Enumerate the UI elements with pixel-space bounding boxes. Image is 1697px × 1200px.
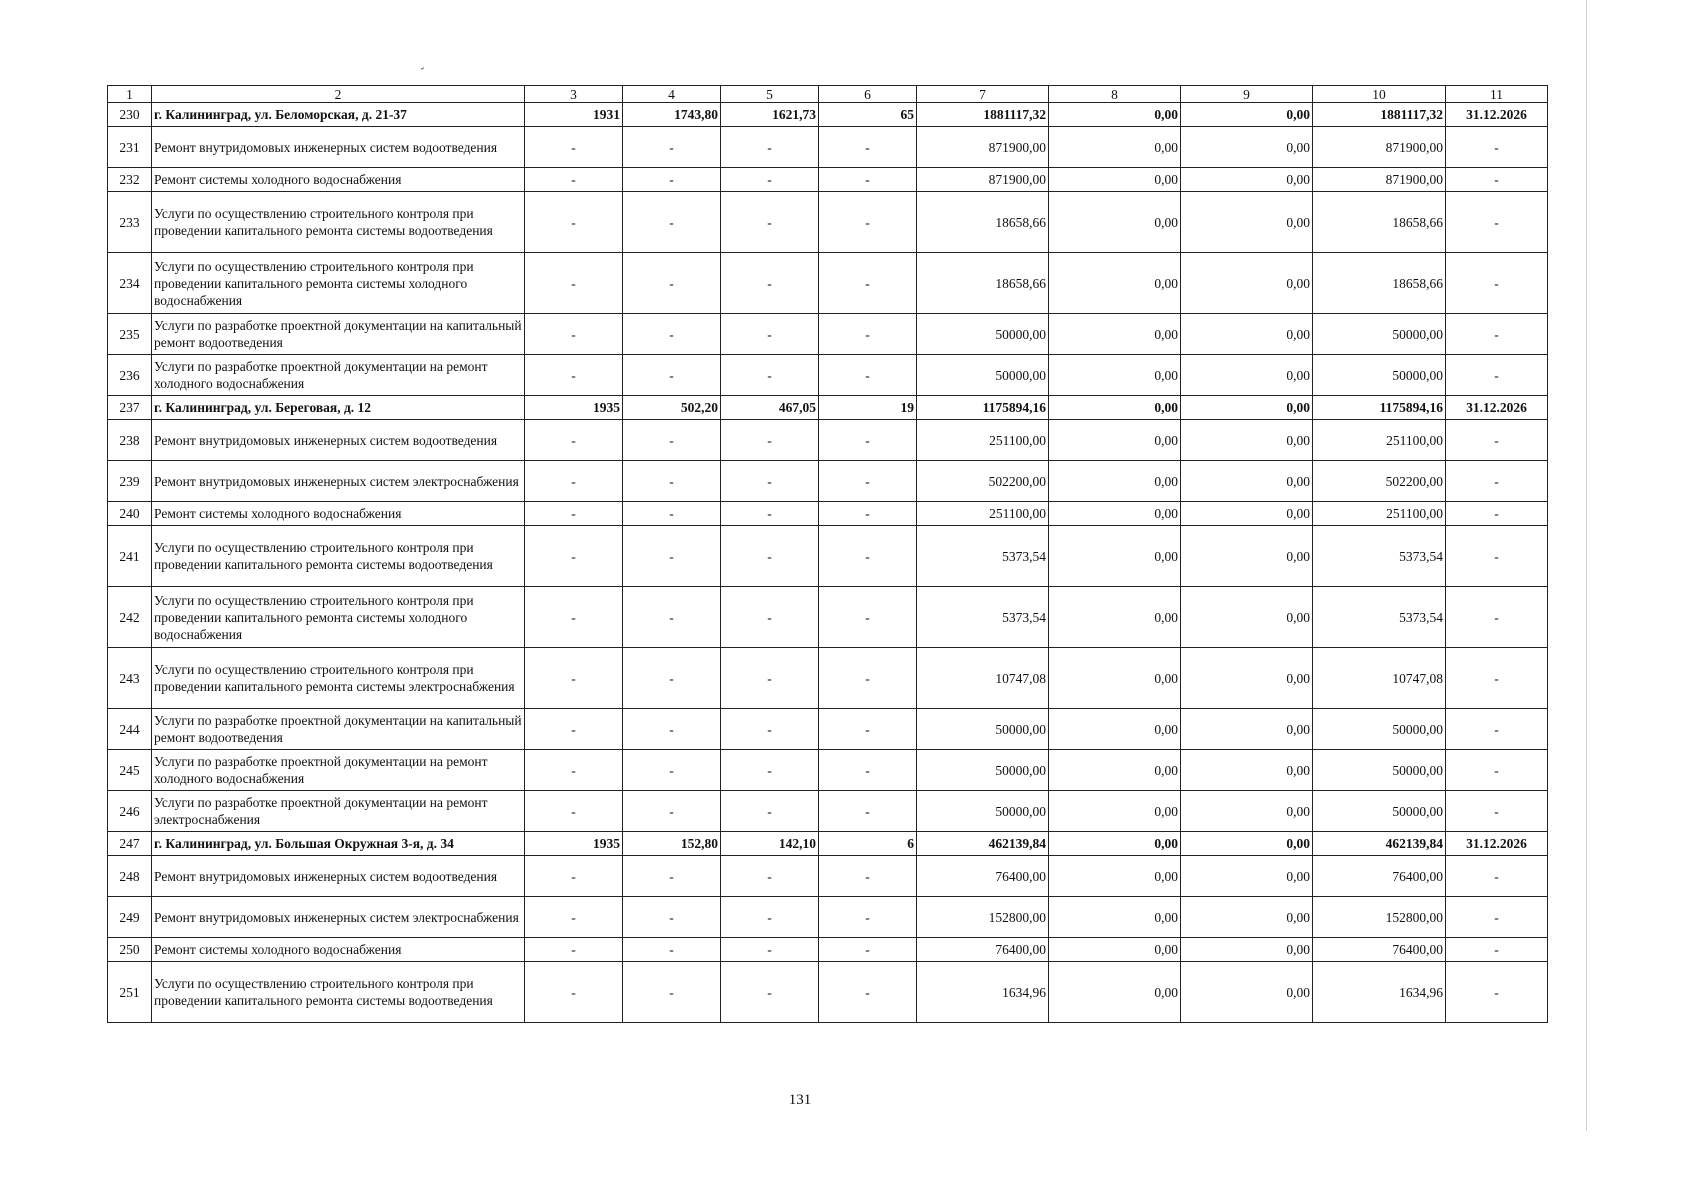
value-cell-col-10: 50000,00	[1313, 750, 1446, 791]
row-number-cell: 230	[108, 103, 152, 127]
value-cell-col-5: -	[721, 192, 819, 253]
value-cell-col-3: 1935	[525, 396, 623, 420]
value-cell-col-11: -	[1446, 461, 1548, 502]
value-cell-col-10: 1634,96	[1313, 962, 1446, 1023]
value-cell-col-9: 0,00	[1181, 355, 1313, 396]
value-cell-col-3: -	[525, 938, 623, 962]
value-cell-col-7: 871900,00	[917, 127, 1049, 168]
description-cell: Услуги по разработке проектной документации на капитальный ремонт водоотведения	[152, 709, 525, 750]
value-cell-col-4: -	[623, 355, 721, 396]
value-cell-col-3: -	[525, 709, 623, 750]
value-cell-col-7: 502200,00	[917, 461, 1049, 502]
value-cell-col-4: -	[623, 938, 721, 962]
value-cell-col-10: 18658,66	[1313, 192, 1446, 253]
value-cell-col-7: 18658,66	[917, 192, 1049, 253]
value-cell-col-5: -	[721, 502, 819, 526]
value-cell-col-4: -	[623, 962, 721, 1023]
value-cell-col-11: 31.12.2026	[1446, 832, 1548, 856]
column-header-5: 5	[721, 86, 819, 103]
value-cell-col-11: 31.12.2026	[1446, 396, 1548, 420]
table-row	[108, 127, 1548, 168]
value-cell-col-9: 0,00	[1181, 587, 1313, 648]
value-cell-col-6: -	[819, 127, 917, 168]
value-cell-col-10: 5373,54	[1313, 526, 1446, 587]
value-cell-col-8: 0,00	[1049, 856, 1181, 897]
value-cell-col-8: 0,00	[1049, 461, 1181, 502]
row-number-cell: 249	[108, 897, 152, 938]
table-row	[108, 355, 1548, 396]
value-cell-col-8: 0,00	[1049, 192, 1181, 253]
description-cell: Услуги по разработке проектной документации на ремонт холодного водоснабжения	[152, 750, 525, 791]
value-cell-col-3: -	[525, 587, 623, 648]
value-cell-col-10: 50000,00	[1313, 314, 1446, 355]
description-cell: Ремонт системы холодного водоснабжения	[152, 502, 525, 526]
value-cell-col-5: -	[721, 253, 819, 314]
value-cell-col-8: 0,00	[1049, 832, 1181, 856]
value-cell-col-11: -	[1446, 168, 1548, 192]
value-cell-col-4: -	[623, 127, 721, 168]
value-cell-col-8: 0,00	[1049, 127, 1181, 168]
value-cell-col-5: -	[721, 897, 819, 938]
value-cell-col-4: -	[623, 168, 721, 192]
value-cell-col-8: 0,00	[1049, 168, 1181, 192]
value-cell-col-4: -	[623, 192, 721, 253]
table-row	[108, 791, 1548, 832]
value-cell-col-9: 0,00	[1181, 253, 1313, 314]
value-cell-col-9: 0,00	[1181, 526, 1313, 587]
value-cell-col-10: 18658,66	[1313, 253, 1446, 314]
value-cell-col-10: 871900,00	[1313, 168, 1446, 192]
value-cell-col-9: 0,00	[1181, 396, 1313, 420]
value-cell-col-6: -	[819, 709, 917, 750]
row-number-cell: 236	[108, 355, 152, 396]
value-cell-col-9: 0,00	[1181, 103, 1313, 127]
value-cell-col-6: -	[819, 897, 917, 938]
value-cell-col-11: -	[1446, 127, 1548, 168]
value-cell-col-8: 0,00	[1049, 587, 1181, 648]
value-cell-col-7: 1175894,16	[917, 396, 1049, 420]
row-number-cell: 233	[108, 192, 152, 253]
value-cell-col-9: 0,00	[1181, 832, 1313, 856]
value-cell-col-8: 0,00	[1049, 502, 1181, 526]
row-number-cell: 238	[108, 420, 152, 461]
row-number-cell: 247	[108, 832, 152, 856]
table-row	[108, 938, 1548, 962]
value-cell-col-7: 251100,00	[917, 502, 1049, 526]
value-cell-col-7: 76400,00	[917, 938, 1049, 962]
row-number-cell: 232	[108, 168, 152, 192]
value-cell-col-3: -	[525, 314, 623, 355]
value-cell-col-9: 0,00	[1181, 192, 1313, 253]
value-cell-col-8: 0,00	[1049, 396, 1181, 420]
value-cell-col-6: -	[819, 648, 917, 709]
scan-mark	[421, 67, 424, 69]
value-cell-col-6: -	[819, 314, 917, 355]
value-cell-col-5: 1621,73	[721, 103, 819, 127]
value-cell-col-10: 5373,54	[1313, 587, 1446, 648]
value-cell-col-5: -	[721, 750, 819, 791]
value-cell-col-6: -	[819, 192, 917, 253]
value-cell-col-8: 0,00	[1049, 526, 1181, 587]
description-cell: Ремонт внутридомовых инженерных систем водоотведения	[152, 856, 525, 897]
address-row	[108, 396, 1548, 420]
row-number-cell: 243	[108, 648, 152, 709]
value-cell-col-11: -	[1446, 526, 1548, 587]
value-cell-col-4: -	[623, 750, 721, 791]
value-cell-col-5: -	[721, 420, 819, 461]
value-cell-col-9: 0,00	[1181, 420, 1313, 461]
value-cell-col-10: 251100,00	[1313, 502, 1446, 526]
value-cell-col-3: -	[525, 648, 623, 709]
value-cell-col-5: -	[721, 526, 819, 587]
table-row	[108, 587, 1548, 648]
value-cell-col-11: -	[1446, 791, 1548, 832]
value-cell-col-7: 50000,00	[917, 355, 1049, 396]
value-cell-col-4: 502,20	[623, 396, 721, 420]
value-cell-col-8: 0,00	[1049, 962, 1181, 1023]
value-cell-col-4: -	[623, 314, 721, 355]
value-cell-col-9: 0,00	[1181, 856, 1313, 897]
value-cell-col-6: -	[819, 526, 917, 587]
table-row	[108, 750, 1548, 791]
value-cell-col-5: -	[721, 856, 819, 897]
value-cell-col-10: 1881117,32	[1313, 103, 1446, 127]
column-number-row	[108, 86, 1548, 103]
register-table	[107, 85, 1548, 1023]
value-cell-col-11: -	[1446, 962, 1548, 1023]
value-cell-col-5: 142,10	[721, 832, 819, 856]
value-cell-col-7: 18658,66	[917, 253, 1049, 314]
value-cell-col-11: -	[1446, 420, 1548, 461]
value-cell-col-3: -	[525, 420, 623, 461]
value-cell-col-5: -	[721, 938, 819, 962]
value-cell-col-10: 1175894,16	[1313, 396, 1446, 420]
column-header-3: 3	[525, 86, 623, 103]
value-cell-col-4: -	[623, 502, 721, 526]
value-cell-col-11: -	[1446, 750, 1548, 791]
value-cell-col-3: -	[525, 127, 623, 168]
value-cell-col-6: -	[819, 461, 917, 502]
scan-edge	[1586, 0, 1587, 1131]
value-cell-col-8: 0,00	[1049, 253, 1181, 314]
value-cell-col-11: -	[1446, 856, 1548, 897]
value-cell-col-10: 10747,08	[1313, 648, 1446, 709]
value-cell-col-11: -	[1446, 502, 1548, 526]
description-cell: Услуги по осуществлению строительного контроля при проведении капитального ремонта системы водоотведения	[152, 192, 525, 253]
table-body	[108, 103, 1548, 1023]
value-cell-col-6: 65	[819, 103, 917, 127]
value-cell-col-9: 0,00	[1181, 938, 1313, 962]
row-number-cell: 237	[108, 396, 152, 420]
value-cell-col-10: 50000,00	[1313, 791, 1446, 832]
value-cell-col-6: -	[819, 962, 917, 1023]
value-cell-col-6: 19	[819, 396, 917, 420]
row-number-cell: 244	[108, 709, 152, 750]
table-row	[108, 709, 1548, 750]
value-cell-col-11: 31.12.2026	[1446, 103, 1548, 127]
value-cell-col-6: -	[819, 856, 917, 897]
table-row	[108, 648, 1548, 709]
column-header-1: 1	[108, 86, 152, 103]
column-header-11: 11	[1446, 86, 1548, 103]
value-cell-col-6: -	[819, 791, 917, 832]
value-cell-col-5: -	[721, 314, 819, 355]
description-cell: Ремонт системы холодного водоснабжения	[152, 938, 525, 962]
value-cell-col-5: -	[721, 791, 819, 832]
description-cell: Ремонт системы холодного водоснабжения	[152, 168, 525, 192]
value-cell-col-11: -	[1446, 587, 1548, 648]
value-cell-col-7: 50000,00	[917, 709, 1049, 750]
value-cell-col-7: 251100,00	[917, 420, 1049, 461]
value-cell-col-10: 152800,00	[1313, 897, 1446, 938]
value-cell-col-6: -	[819, 355, 917, 396]
page-number: 131	[788, 1092, 812, 1108]
column-header-8: 8	[1049, 86, 1181, 103]
row-number-cell: 231	[108, 127, 152, 168]
value-cell-col-5: -	[721, 168, 819, 192]
value-cell-col-8: 0,00	[1049, 103, 1181, 127]
value-cell-col-8: 0,00	[1049, 791, 1181, 832]
table-row	[108, 962, 1548, 1023]
description-cell: г. Калининград, ул. Большая Окружная 3-я, д. 34	[152, 832, 525, 856]
description-cell: Услуги по осуществлению строительного контроля при проведении капитального ремонта системы водоотведения	[152, 526, 525, 587]
value-cell-col-9: 0,00	[1181, 791, 1313, 832]
table-row	[108, 897, 1548, 938]
value-cell-col-10: 251100,00	[1313, 420, 1446, 461]
column-header-10: 10	[1313, 86, 1446, 103]
value-cell-col-10: 50000,00	[1313, 355, 1446, 396]
description-cell: Ремонт внутридомовых инженерных систем электроснабжения	[152, 461, 525, 502]
table-row	[108, 502, 1548, 526]
value-cell-col-11: -	[1446, 253, 1548, 314]
value-cell-col-7: 50000,00	[917, 314, 1049, 355]
value-cell-col-10: 462139,84	[1313, 832, 1446, 856]
value-cell-col-9: 0,00	[1181, 502, 1313, 526]
value-cell-col-4: -	[623, 897, 721, 938]
value-cell-col-9: 0,00	[1181, 314, 1313, 355]
value-cell-col-7: 1634,96	[917, 962, 1049, 1023]
row-number-cell: 246	[108, 791, 152, 832]
value-cell-col-8: 0,00	[1049, 709, 1181, 750]
register-table-wrap	[107, 85, 1547, 1023]
value-cell-col-6: 6	[819, 832, 917, 856]
value-cell-col-10: 871900,00	[1313, 127, 1446, 168]
value-cell-col-10: 50000,00	[1313, 709, 1446, 750]
value-cell-col-7: 50000,00	[917, 791, 1049, 832]
value-cell-col-8: 0,00	[1049, 355, 1181, 396]
description-cell: Ремонт внутридомовых инженерных систем электроснабжения	[152, 897, 525, 938]
column-header-4: 4	[623, 86, 721, 103]
value-cell-col-11: -	[1446, 938, 1548, 962]
table-row	[108, 420, 1548, 461]
value-cell-col-7: 1881117,32	[917, 103, 1049, 127]
value-cell-col-5: -	[721, 355, 819, 396]
value-cell-col-3: -	[525, 192, 623, 253]
value-cell-col-11: -	[1446, 314, 1548, 355]
row-number-cell: 239	[108, 461, 152, 502]
column-header-7: 7	[917, 86, 1049, 103]
value-cell-col-7: 50000,00	[917, 750, 1049, 791]
value-cell-col-4: -	[623, 648, 721, 709]
value-cell-col-8: 0,00	[1049, 648, 1181, 709]
value-cell-col-4: -	[623, 420, 721, 461]
value-cell-col-6: -	[819, 253, 917, 314]
description-cell: Услуги по разработке проектной документации на капитальный ремонт водоотведения	[152, 314, 525, 355]
value-cell-col-5: -	[721, 587, 819, 648]
value-cell-col-11: -	[1446, 648, 1548, 709]
value-cell-col-3: -	[525, 502, 623, 526]
address-row	[108, 832, 1548, 856]
value-cell-col-4: -	[623, 253, 721, 314]
value-cell-col-3: -	[525, 526, 623, 587]
value-cell-col-7: 871900,00	[917, 168, 1049, 192]
table-row	[108, 461, 1548, 502]
value-cell-col-5: -	[721, 648, 819, 709]
value-cell-col-4: -	[623, 461, 721, 502]
value-cell-col-4: -	[623, 526, 721, 587]
table-row	[108, 168, 1548, 192]
value-cell-col-7: 5373,54	[917, 526, 1049, 587]
value-cell-col-8: 0,00	[1049, 314, 1181, 355]
value-cell-col-7: 5373,54	[917, 587, 1049, 648]
value-cell-col-4: 1743,80	[623, 103, 721, 127]
value-cell-col-8: 0,00	[1049, 750, 1181, 791]
value-cell-col-6: -	[819, 420, 917, 461]
value-cell-col-5: -	[721, 962, 819, 1023]
value-cell-col-5: -	[721, 127, 819, 168]
description-cell: Услуги по осуществлению строительного контроля при проведении капитального ремонта системы электроснабжения	[152, 648, 525, 709]
row-number-cell: 240	[108, 502, 152, 526]
value-cell-col-11: -	[1446, 897, 1548, 938]
value-cell-col-3: -	[525, 856, 623, 897]
value-cell-col-10: 76400,00	[1313, 938, 1446, 962]
table-row	[108, 314, 1548, 355]
value-cell-col-6: -	[819, 502, 917, 526]
value-cell-col-4: 152,80	[623, 832, 721, 856]
value-cell-col-6: -	[819, 750, 917, 791]
value-cell-col-3: -	[525, 461, 623, 502]
value-cell-col-4: -	[623, 587, 721, 648]
value-cell-col-11: -	[1446, 355, 1548, 396]
row-number-cell: 250	[108, 938, 152, 962]
description-cell: Услуги по осуществлению строительного контроля при проведении капитального ремонта системы холодного водоснабжения	[152, 253, 525, 314]
column-header-6: 6	[819, 86, 917, 103]
description-cell: Услуги по разработке проектной документации на ремонт холодного водоснабжения	[152, 355, 525, 396]
table-row	[108, 192, 1548, 253]
description-cell: Ремонт внутридомовых инженерных систем водоотведения	[152, 420, 525, 461]
value-cell-col-6: -	[819, 587, 917, 648]
value-cell-col-3: -	[525, 168, 623, 192]
description-cell: Услуги по осуществлению строительного контроля при проведении капитального ремонта системы водоотведения	[152, 962, 525, 1023]
table-row	[108, 526, 1548, 587]
value-cell-col-3: -	[525, 355, 623, 396]
description-cell: Услуги по разработке проектной документации на ремонт электроснабжения	[152, 791, 525, 832]
value-cell-col-8: 0,00	[1049, 897, 1181, 938]
description-cell: Ремонт внутридомовых инженерных систем водоотведения	[152, 127, 525, 168]
row-number-cell: 241	[108, 526, 152, 587]
value-cell-col-9: 0,00	[1181, 962, 1313, 1023]
value-cell-col-3: -	[525, 253, 623, 314]
value-cell-col-10: 76400,00	[1313, 856, 1446, 897]
value-cell-col-4: -	[623, 709, 721, 750]
value-cell-col-3: -	[525, 750, 623, 791]
value-cell-col-3: 1931	[525, 103, 623, 127]
row-number-cell: 245	[108, 750, 152, 791]
value-cell-col-3: -	[525, 962, 623, 1023]
value-cell-col-9: 0,00	[1181, 897, 1313, 938]
value-cell-col-9: 0,00	[1181, 127, 1313, 168]
value-cell-col-8: 0,00	[1049, 938, 1181, 962]
description-cell: г. Калининград, ул. Беломорская, д. 21-37	[152, 103, 525, 127]
value-cell-col-5: -	[721, 461, 819, 502]
value-cell-col-11: -	[1446, 192, 1548, 253]
value-cell-col-3: 1935	[525, 832, 623, 856]
row-number-cell: 235	[108, 314, 152, 355]
value-cell-col-3: -	[525, 897, 623, 938]
column-header-2: 2	[152, 86, 525, 103]
address-row	[108, 103, 1548, 127]
value-cell-col-11: -	[1446, 709, 1548, 750]
value-cell-col-6: -	[819, 938, 917, 962]
row-number-cell: 242	[108, 587, 152, 648]
value-cell-col-9: 0,00	[1181, 648, 1313, 709]
value-cell-col-3: -	[525, 791, 623, 832]
value-cell-col-6: -	[819, 168, 917, 192]
value-cell-col-9: 0,00	[1181, 168, 1313, 192]
value-cell-col-9: 0,00	[1181, 461, 1313, 502]
value-cell-col-4: -	[623, 856, 721, 897]
table-row	[108, 253, 1548, 314]
value-cell-col-9: 0,00	[1181, 709, 1313, 750]
value-cell-col-7: 10747,08	[917, 648, 1049, 709]
description-cell: Услуги по осуществлению строительного контроля при проведении капитального ремонта системы холодного водоснабжения	[152, 587, 525, 648]
value-cell-col-7: 152800,00	[917, 897, 1049, 938]
description-cell: г. Калининград, ул. Береговая, д. 12	[152, 396, 525, 420]
value-cell-col-5: 467,05	[721, 396, 819, 420]
value-cell-col-9: 0,00	[1181, 750, 1313, 791]
row-number-cell: 251	[108, 962, 152, 1023]
value-cell-col-7: 462139,84	[917, 832, 1049, 856]
row-number-cell: 234	[108, 253, 152, 314]
value-cell-col-8: 0,00	[1049, 420, 1181, 461]
row-number-cell: 248	[108, 856, 152, 897]
value-cell-col-4: -	[623, 791, 721, 832]
value-cell-col-10: 502200,00	[1313, 461, 1446, 502]
table-row	[108, 856, 1548, 897]
column-header-9: 9	[1181, 86, 1313, 103]
value-cell-col-5: -	[721, 709, 819, 750]
value-cell-col-7: 76400,00	[917, 856, 1049, 897]
